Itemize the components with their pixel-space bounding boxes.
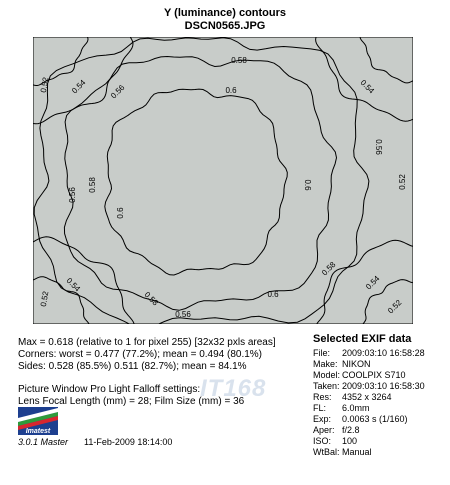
contour-level-label: 0.54 <box>70 78 88 96</box>
exif-row <box>313 414 425 425</box>
chart-subtitle: DSCN0565.JPG <box>184 20 266 32</box>
exif-row <box>313 370 425 381</box>
exif-row <box>313 403 425 414</box>
contour-level-label: 0.58 <box>88 177 98 193</box>
exif-key: Make: <box>313 359 338 369</box>
exif-title: Selected EXIF data <box>313 333 412 345</box>
exif-key: Model: <box>313 370 341 380</box>
logo-text: Imatest <box>25 428 51 435</box>
exif-value: 2009:03:10 16:58:30 <box>342 381 425 391</box>
contour-level-label: 0.52 <box>386 298 404 316</box>
exif-key: FL: <box>313 403 327 413</box>
exif-value: NIKON <box>342 359 371 369</box>
exif-value: 100 <box>342 436 358 446</box>
contour-level-label: 0.56 <box>175 310 191 320</box>
contour-level-label: 0.58 <box>320 260 338 278</box>
exif-value: 4352 x 3264 <box>342 392 392 402</box>
imatest-logo <box>18 407 58 435</box>
exif-key: Taken: <box>313 381 340 391</box>
exif-value: 6.0mm <box>342 403 370 413</box>
exif-row <box>313 392 425 403</box>
contour-level-label: 0.52 <box>38 76 51 94</box>
chart-title: Y (luminance) contours <box>163 7 287 19</box>
exif-key: Aper: <box>313 425 335 435</box>
stats-block <box>18 337 276 373</box>
exif-key: WtBal: <box>313 447 340 457</box>
watermark-text: IT168 <box>200 375 267 402</box>
exif-value: f/2.8 <box>342 425 360 435</box>
stats-max: Max = 0.618 (relative to 1 for pixel 255) [32x32 pxls areas] <box>18 337 276 348</box>
contour-level-label: 0.58 <box>142 290 160 308</box>
exif-key: Res: <box>313 392 332 402</box>
exif-row <box>313 381 425 392</box>
exif-value: 2009:03:10 16:58:28 <box>342 348 425 358</box>
exif-row <box>313 359 425 370</box>
contour-level-label: 0.6 <box>225 86 237 96</box>
contour-level-label: 0.6 <box>116 207 126 219</box>
contour-level-label: 0.54 <box>364 274 382 292</box>
exif-row <box>313 348 425 359</box>
settings-heading: Picture Window Pro Light Falloff settings: <box>18 384 201 395</box>
exif-value: 0.0063 s (1/160) <box>342 414 408 424</box>
contour-level-label: 0.6 <box>302 179 312 191</box>
exif-table <box>313 348 425 458</box>
contour-level-label: 0.56 <box>109 83 127 101</box>
exif-key: ISO: <box>313 436 332 446</box>
exif-value: Manual <box>342 447 372 457</box>
settings-params: Lens Focal Length (mm) = 28; Film Size (mm) = 36 <box>18 396 245 407</box>
exif-key: File: <box>313 348 331 358</box>
exif-row <box>313 425 425 436</box>
contour-level-label: 0.56 <box>373 139 383 155</box>
contour-level-label: 0.52 <box>38 290 51 308</box>
stats-corners: Corners: worst = 0.477 (77.2%); mean = 0.494 (80.1%) <box>18 349 263 360</box>
contour-level-label: 0.6 <box>267 290 279 300</box>
contour-level-label: 0.56 <box>68 187 78 203</box>
contour-level-label: 0.52 <box>398 174 408 190</box>
contour-level-label: 0.58 <box>231 56 247 66</box>
contour-level-label: 0.54 <box>64 276 82 294</box>
contour-plot <box>33 37 413 324</box>
exif-row <box>313 436 425 447</box>
date-label: 11-Feb-2009 18:14:00 <box>84 437 173 447</box>
exif-value: COOLPIX S710 <box>342 370 406 380</box>
exif-key: Exp: <box>313 414 332 424</box>
version-label: 3.0.1 Master <box>18 437 69 447</box>
stats-sides: Sides: 0.528 (85.5%) 0.511 (82.7%); mean = 84.1% <box>18 361 247 372</box>
exif-row <box>313 447 425 458</box>
contour-level-label: 0.54 <box>358 78 376 96</box>
